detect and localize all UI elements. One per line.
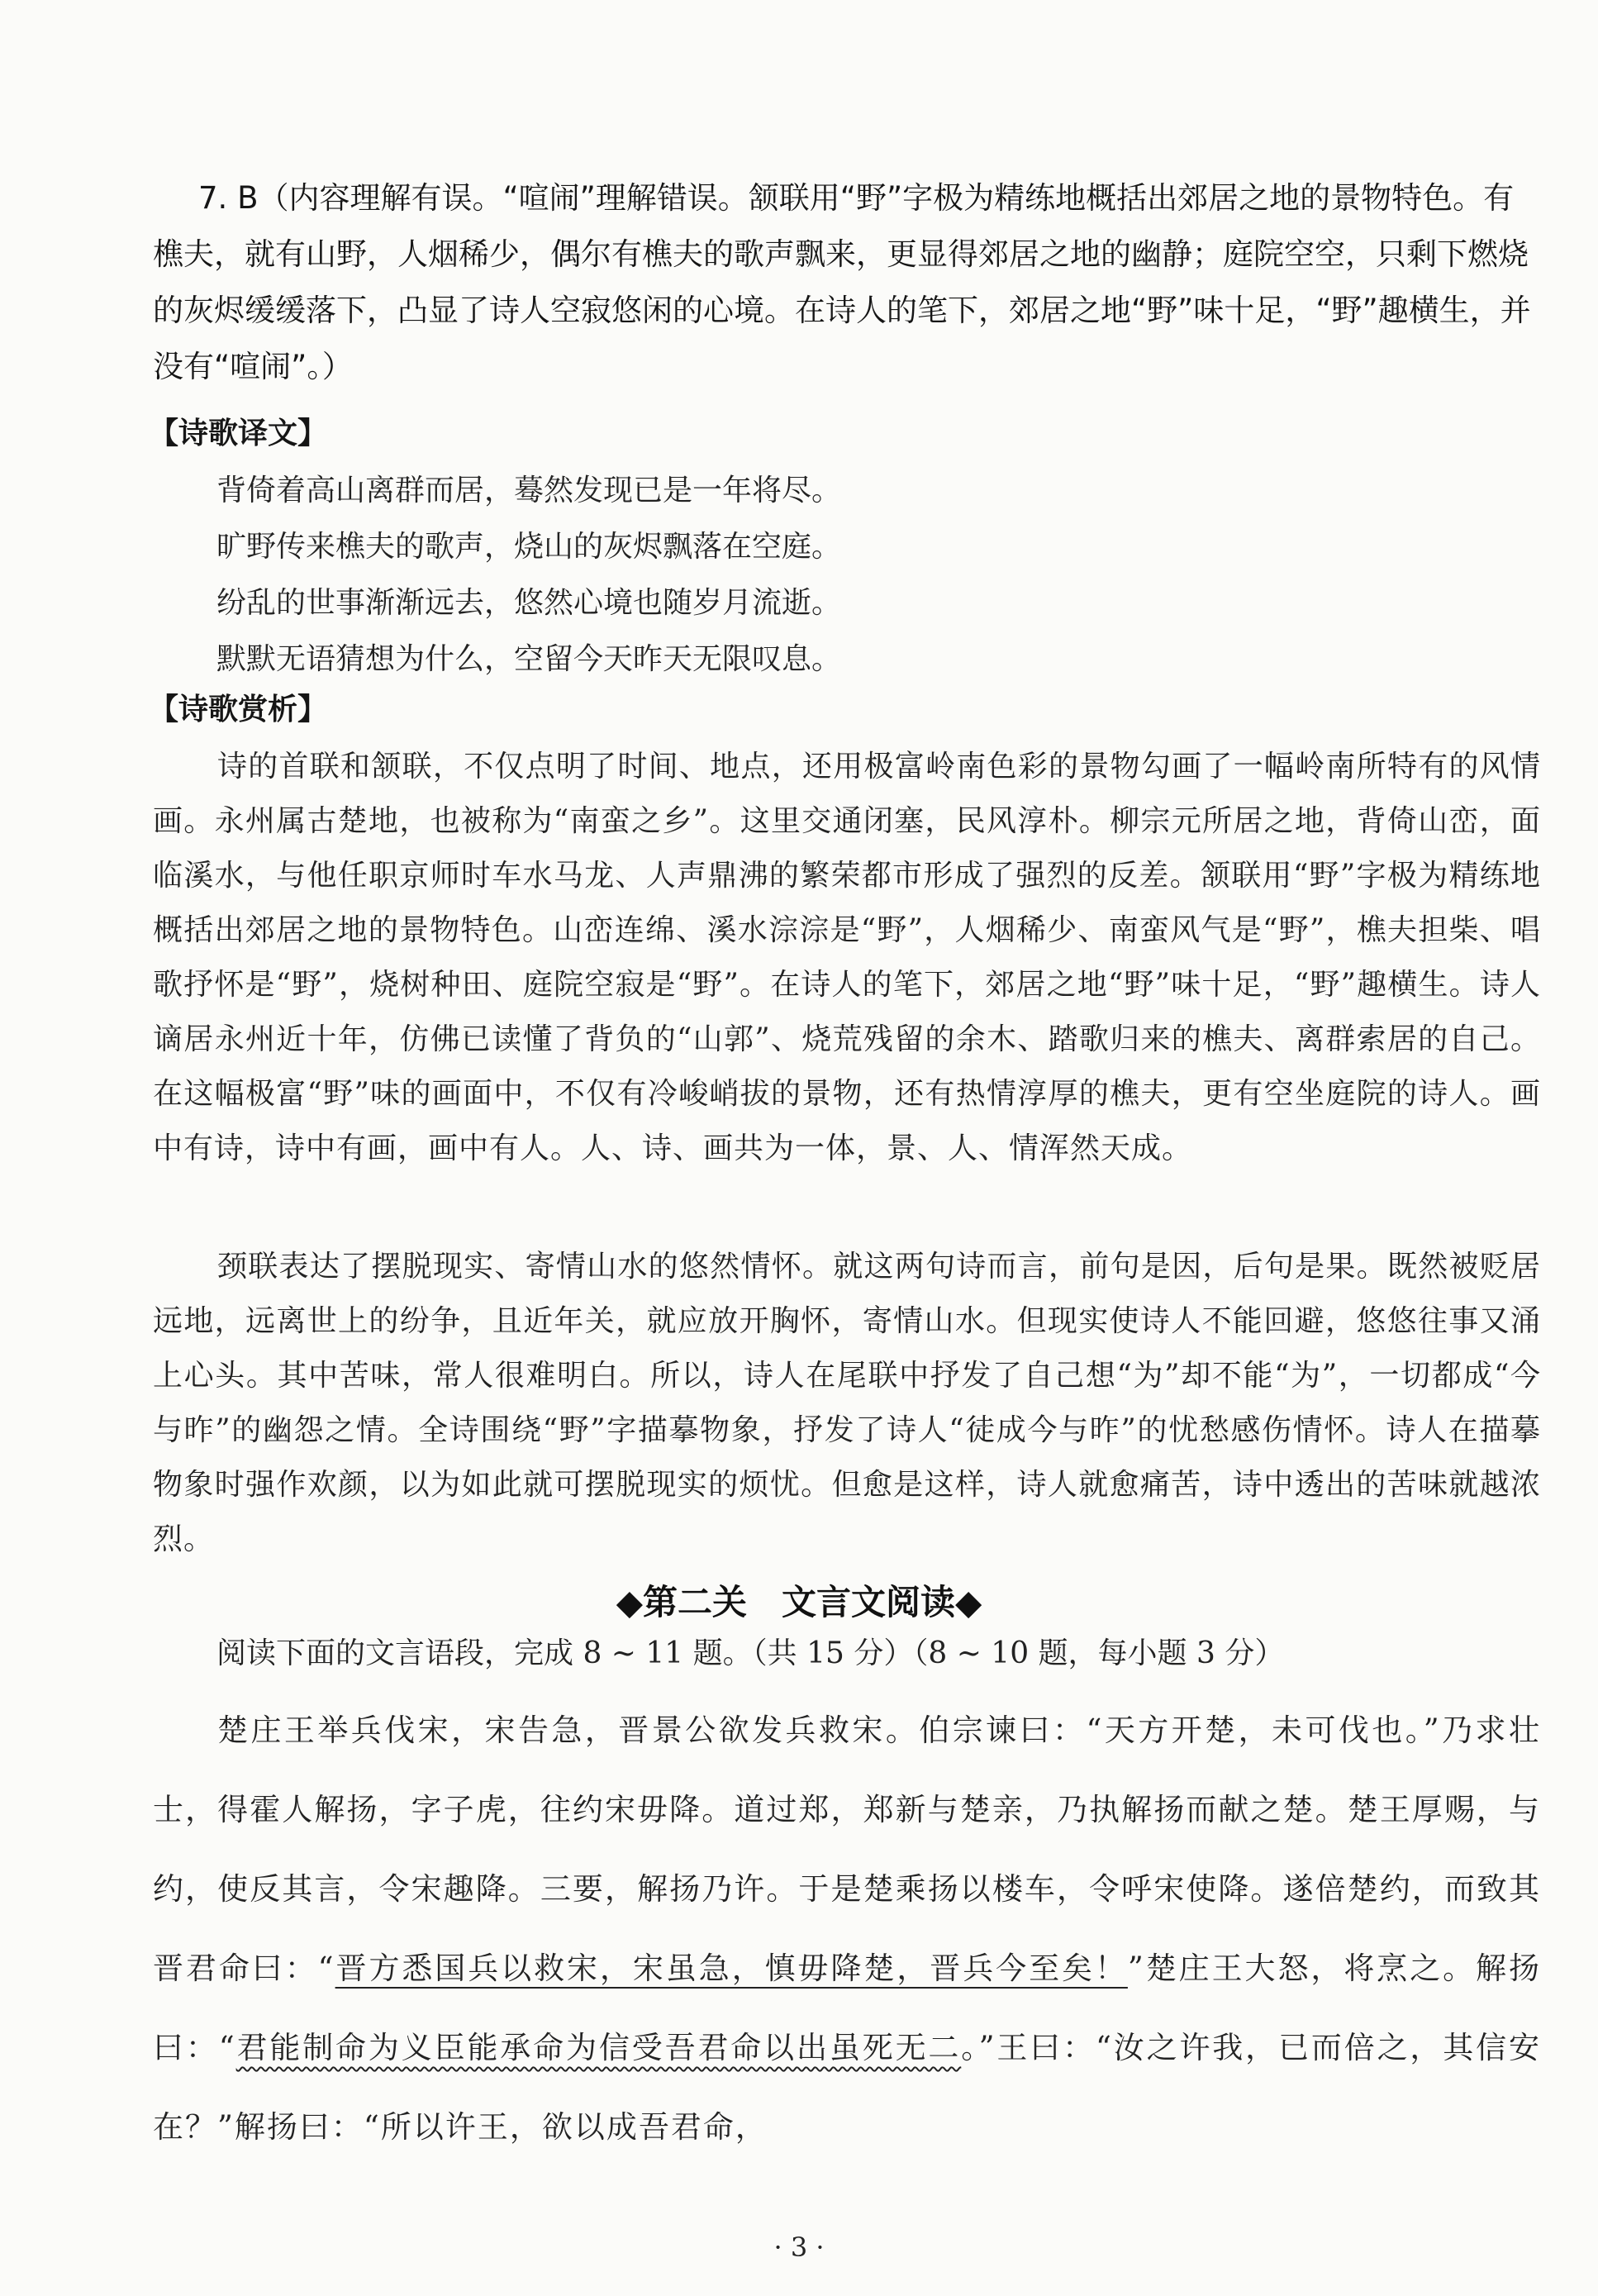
classical-passage: 楚庄王举兵伐宋，宋告急，晋景公欲发兵救宋。伯宗谏曰：“天方开楚，未可伐也。”乃求壮士，得霍人解扬，字子虎，往约宋毋降。道过郑，郑新与楚亲，乃执解扬而献之楚。楚王厚赐，与约，使反其言，令宋趣降。三要，解扬乃许。于是楚乘扬以楼车，令呼宋使降。遂倍楚约，而致其晋君命曰：“晋方悉国兵以救宋，宋虽急，慎毋降楚，晋兵今至矣！”楚庄王大怒，将烹之。解扬曰：“君能制命为义臣能承命为信受吾君命以出虽死无二。”王曰：“汝之许我，已而倍之，其信安在？”解扬曰：“所以许王，欲以成吾君命， [153,1712,1541,2145]
underlined-sentence: 晋方悉国兵以救宋，宋虽急，慎毋降楚，晋兵今至矣！ [335,1951,1128,1986]
answer-7 [153,170,1541,395]
translation-heading: 【诗歌译文】 [149,417,328,450]
page-number: · 3 · [773,2232,825,2263]
translation-line: 旷野传来樵夫的歌声，烧山的灰烬飘落在空庭。 [216,530,842,564]
appreciation-heading: 【诗歌赏析】 [149,693,328,726]
answer-7-text: 7. B（内容理解有误。“喧闹”理解错误。颔联用“野”字极为精练地概括出郊居之地的景物特色。有樵夫，就有山野，人烟稀少，偶尔有樵夫的歌声飘来，更显得郊居之地的幽静；庭院空空，只剩下燃烧的灰烬缓缓落下，凸显了诗人空寂悠闲的心境。在诗人的笔下，郊居之地“野”味十足，“野”趣横生，并没有“喧闹”。） [153,180,1531,384]
appreciation-paragraph-2: 颈联表达了摆脱现实、寄情山水的悠然情怀。就这两句诗而言，前句是因，后句是果。既然被贬居远地，远离世上的纷争，且近年关，就应放开胸怀，寄情山水。但现实使诗人不能回避，悠悠往事又涌上心头。其中苦味，常人很难明白。所以，诗人在尾联中抒发了自己想“为”却不能“为”，一切都成“今与昨”的幽怨之情。全诗围绕“野”字描摹物象，抒发了诗人“徒成今与昨”的忧愁感伤情怀。诗人在描摹物象时强作欢颜，以为如此就可摆脱现实的烦忧。但愈是这样，诗人就愈痛苦，诗中透出的苦味就越浓烈。 [153,1250,1541,1556]
appreciation-paragraph-1: 诗的首联和颔联，不仅点明了时间、地点，还用极富岭南色彩的景物勾画了一幅岭南所特有的风情画。永州属古楚地，也被称为“南蛮之乡”。这里交通闭塞，民风淳朴。柳宗元所居之地，背倚山峦，面临溪水，与他任职京师时车水马龙、人声鼎沸的繁荣都市形成了强烈的反差。颔联用“野”字极为精练地概括出郊居之地的景物特色。山峦连绵、溪水淙淙是“野”，人烟稀少、南蛮风气是“野”，樵夫担柴、唱歌抒怀是“野”，烧树种田、庭院空寂是“野”。在诗人的笔下，郊居之地“野”味十足，“野”趣横生。诗人谪居永州近十年，仿佛已读懂了背负的“山郭”、烧荒残留的余木、踏歌归来的樵夫、离群索居的自己。在这幅极富“野”味的画面中，不仅有冷峻峭拔的景物，还有热情淳厚的樵夫，更有空坐庭院的诗人。画中有诗，诗中有画，画中有人。人、诗、画共为一体，景、人、情浑然天成。 [153,750,1541,1165]
translation-line: 默默无语猜想为什么，空留今天昨天无限叹息。 [216,642,842,676]
translation-lines [216,463,841,688]
translation-line: 纷乱的世事渐渐远去，悠然心境也随岁月流逝。 [216,586,842,620]
answer-7-number: 7. B [198,180,259,216]
section-title: ◆第二关 文言文阅读◆ [616,1582,982,1622]
wavy-underlined-sentence: 君能制命为义臣能承命为信受吾君命以出虽死无二 [235,2030,962,2065]
reading-instruction: 阅读下面的文言语段，完成 8 ~ 11 题。（共 15 分）（8 ~ 10 题，每小题 3 分） [216,1636,1285,1670]
translation-line: 背倚着高山离群而居，蓦然发现已是一年将尽。 [216,474,842,507]
